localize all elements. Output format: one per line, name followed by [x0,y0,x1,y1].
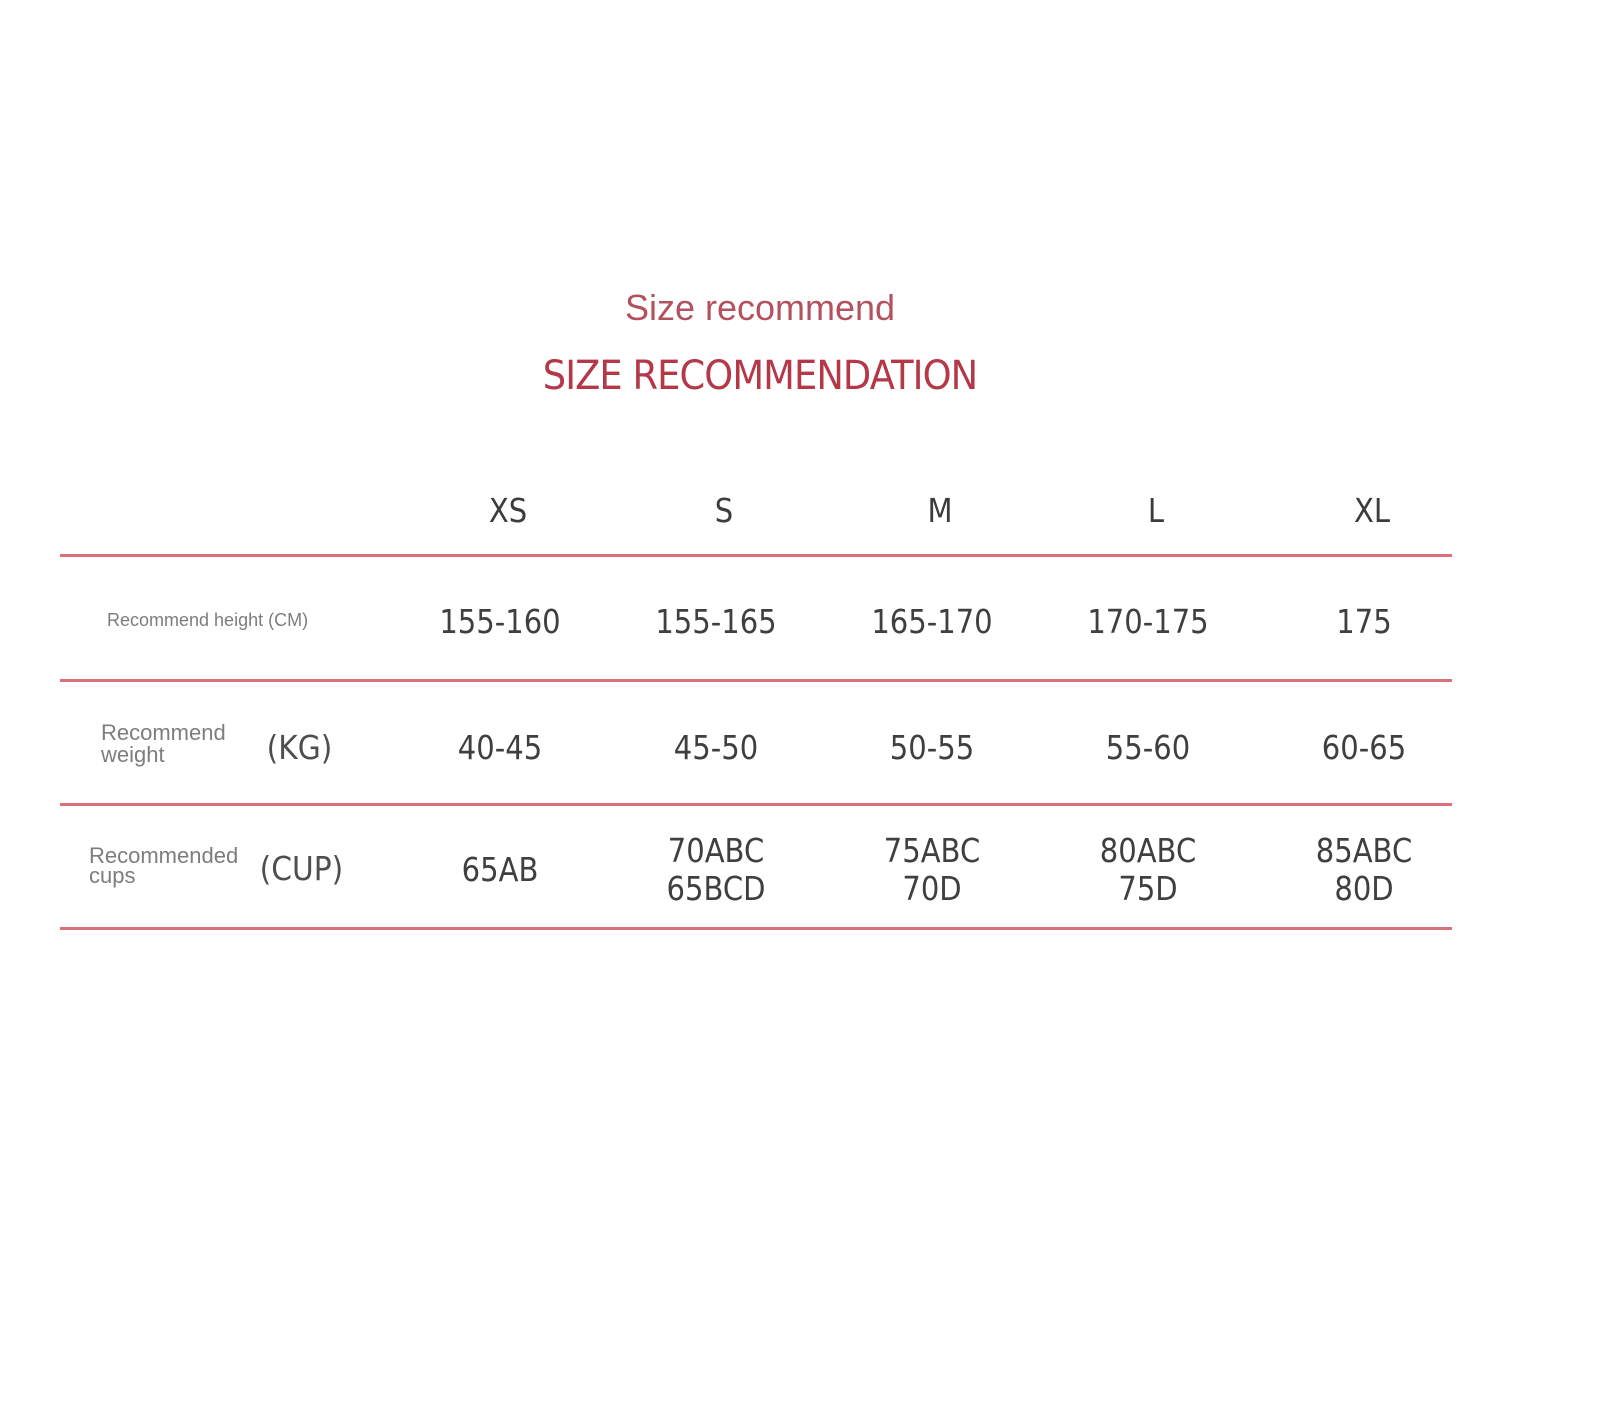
cups-l-line2: 75D [1118,869,1178,908]
divider-1 [60,679,1452,682]
header-xl: XL [1353,491,1391,530]
cups-xl [1267,832,1461,908]
row-label-weight [101,722,226,766]
row-unit-cups: (CUP) [259,849,344,888]
divider-top [60,554,1452,557]
weight-s: 45-50 [673,728,759,767]
cups-m-line2: 70D [902,869,962,908]
cups-s-line1: 70ABC [667,831,765,870]
height-l: 170-175 [1087,602,1209,641]
header-l: L [1147,491,1165,530]
row-label-height: Recommend height (CM) [107,610,309,630]
divider-bottom [60,927,1452,930]
row-label-cups [89,843,239,888]
cups-l [1051,832,1245,908]
cups-xs: 65AB [461,850,539,889]
row-label-cups-line2: cups [89,863,136,888]
header-xs: XS [488,491,528,530]
weight-l: 55-60 [1105,728,1191,767]
cups-xl-line1: 85ABC [1315,831,1413,870]
height-m: 165-170 [871,602,993,641]
header-s: S [714,491,734,530]
cups-xl-line2: 80D [1334,869,1394,908]
row-label-weight-line2: weight [101,742,165,767]
cups-s-line2: 65BCD [666,869,766,908]
divider-2 [60,803,1452,806]
chart-title-primary: Size recommend [624,287,896,328]
cups-m [835,832,1029,908]
cups-s [619,832,813,908]
row-label-weight-line1: Recommend [101,720,226,745]
weight-xl: 60-65 [1321,728,1407,767]
row-unit-weight: (KG) [266,728,333,767]
height-s: 155-165 [655,602,777,641]
cups-m-line1: 75ABC [883,831,981,870]
height-xs: 155-160 [439,602,561,641]
row-label-cups-line1: Recommended [89,843,239,868]
height-xl: 175 [1336,602,1392,641]
weight-m: 50-55 [889,728,975,767]
chart-title-secondary: SIZE RECOMMENDATION [542,353,978,399]
header-m: M [927,491,953,530]
cups-l-line1: 80ABC [1099,831,1197,870]
weight-xs: 40-45 [457,728,543,767]
